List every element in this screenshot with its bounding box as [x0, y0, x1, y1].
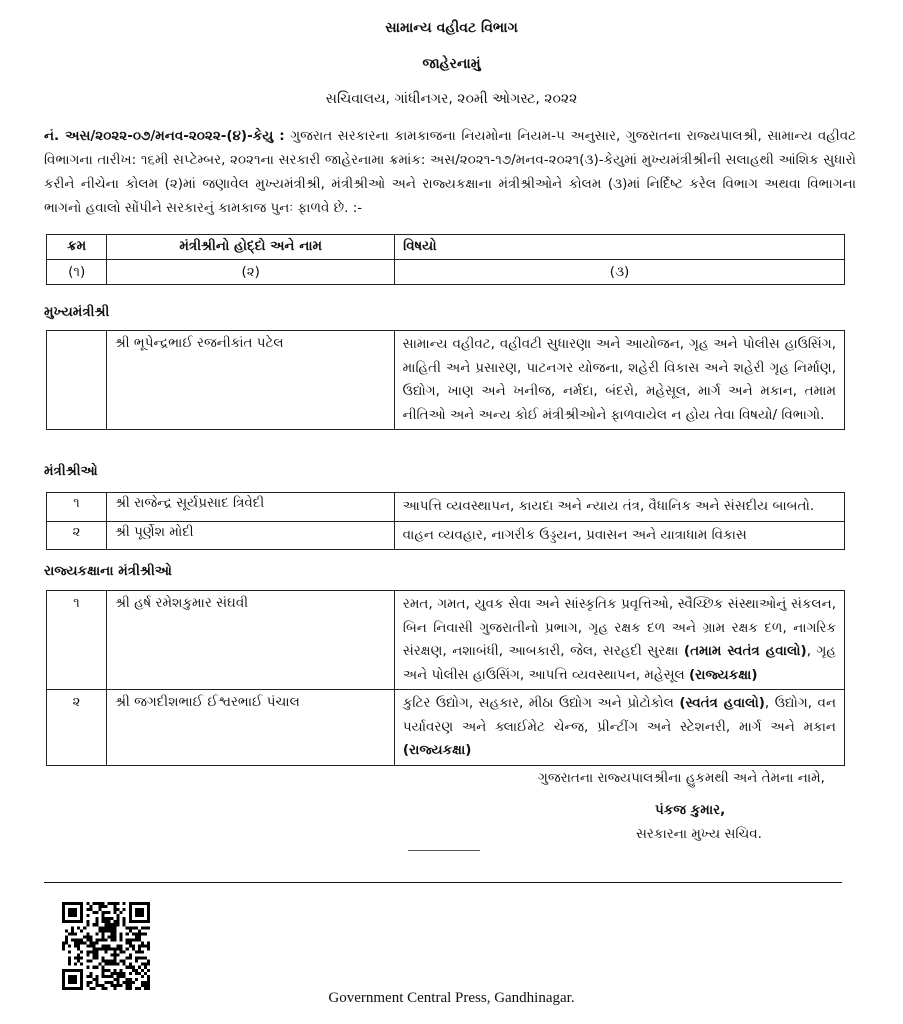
table-row [47, 521, 845, 550]
section-title-ministers: મંત્રીશ્રીઓ [44, 463, 98, 479]
header-table [46, 234, 845, 285]
row-minister-name: શ્રી હર્ષ રમેશકુમાર સંઘવી [106, 591, 394, 690]
intro-paragraph [44, 124, 856, 220]
order-line: ગુજરાતના રાજ્યપાલશ્રીના હુકમથી અને તેમના નામે, [538, 770, 825, 786]
row-subjects [394, 690, 844, 766]
col-index-2: (૨) [107, 259, 395, 284]
ministers-table [46, 492, 845, 550]
department-title: સામાન્ય વહીવટ વિભાગ [385, 20, 518, 36]
cm-table [46, 330, 845, 430]
col-index-1: (૧) [47, 259, 107, 284]
place-date: સચિવાલય, ગાંધીનગર, ૨૦મી ઓગસ્ટ, ૨૦૨૨ [325, 91, 578, 107]
row-serial [47, 331, 107, 430]
subjects-part: , ગૃહ અને પોલીસ હાઉસિંગ, આપત્તિ વ્યવસ્થાપન, મહેસૂલ [402, 643, 836, 683]
table-row [47, 331, 845, 430]
col-subjects-header: વિષયો [395, 235, 845, 260]
signatory-name: પંકજ કુમાર, [655, 802, 726, 818]
col-name-header: મંત્રીશ્રીનો હોદ્દો અને નામ [107, 235, 395, 260]
subjects-bold: (સ્વતંત્ર હવાલો) [679, 695, 765, 711]
row-minister-name: શ્રી પૂર્ણેશ મોદી [106, 521, 394, 550]
row-minister-name: શ્રી ભૂપેન્દ્રભાઈ રજનીકાંત પટેલ [106, 331, 394, 430]
signatory-designation: સરકારના મુખ્ય સચિવ. [636, 826, 762, 842]
subjects-part: , ઉદ્યોગ, વન પર્યાવરણ અને ક્લાઈમેટ ચેન્જ, પ્રીન્ટીંગ અને સ્ટેશનરી, માર્ગ અને મકાન [402, 695, 836, 735]
row-serial: ૨ [47, 690, 107, 766]
section-title-cm: મુખ્યમંત્રીશ્રી [44, 304, 110, 320]
footer-rule [44, 882, 842, 883]
subjects-bold: (રાજ્યકક્ષા) [689, 666, 758, 683]
table-row [47, 690, 845, 766]
reference-number: નં. અસ/૨૦૨૨-૦૭/મનવ-૨૦૨૨-(૪)-કેયુ : [44, 128, 285, 144]
row-serial: ૨ [47, 521, 107, 550]
subjects-bold: (રાજ્યકક્ષા) [402, 742, 472, 758]
notification-title: જાહેરનામું [422, 56, 481, 72]
row-subjects: વાહન વ્યવહાર, નાગરીક ઉડ્ડયન, પ્રવાસન અને યાત્રાધામ વિકાસ [394, 521, 844, 550]
row-minister-name: શ્રી જગદીશભાઈ ઈશ્વરભાઈ પંચાલ [106, 690, 394, 766]
subjects-part: કુટિર ઉદ્યોગ, સહકાર, મીઠા ઉદ્યોગ અને પ્રોટોકોલ [402, 695, 680, 711]
row-serial: ૧ [47, 591, 107, 690]
intro-text: ગુજરાત સરકારના કામકાજના નિયમોના નિયમ-૫ અનુસાર, ગુજરાતના રાજ્યપાલશ્રી, સામાન્ય વહીવટ વિભાગના તારીખ: ૧૬મી સપ્ટેમ્બર, ૨૦૨૧ના સરકારી જાહેરનામા ક્રમાંક: અસ/૨૦૨૧-૧૭/મનવ-૨૦૨૧(૩)-કેયુમાં મુખ્યમંત્રીશ્રીની સલાહથી આંશિક સુધારો કરીને નીચેના કોલમ (૨)માં જણાવેલ મુખ્યમંત્રીશ્રી, મંત્રીશ્રીઓ અને રાજ્યકક્ષાના મંત્રીશ્રીઓને કોલમ (૩)માં નિર્દિષ્ટ કરેલ વિભાગ અથવા વિભાગના ભાગનો હવાલો સોંપીને સરકારનું કામકાજ પુનઃ ફાળવે છે. :- [44, 128, 856, 216]
col-index-3: (૩) [395, 259, 845, 284]
subjects-part: રમત, ગમત, યુવક સેવા અને સાંસ્કૃતિક પ્રવૃત્તિઓ, સ્વૈચ્છિક સંસ્થાઓનું સંકલન, બિન નિવાસી ગુજરાતીનો પ્રભાગ, ગૃહ રક્ષક દળ અને ગ્રામ રક્ષક દળ, નાગરિક સંરક્ષણ, નશાબંધી, આબકારી, જેલ, સરહદી સુરક્ષા [402, 596, 836, 659]
section-title-mos: રાજ્યકક્ષાના મંત્રીશ્રીઓ [44, 563, 172, 579]
table-row [47, 493, 845, 522]
row-minister-name: શ્રી રાજેન્દ્ર સૂર્યપ્રસાદ ત્રિવેદી [106, 493, 394, 522]
row-subjects: આપત્તિ વ્યવસ્થાપન, કાયદા અને ન્યાય તંત્ર, વૈધાનિક અને સંસદીય બાબતો. [394, 493, 844, 522]
qr-code [62, 902, 150, 990]
col-serial-header: ક્રમ [47, 235, 107, 260]
mos-table [46, 590, 845, 766]
press-footer: Government Central Press, Gandhinagar. [328, 990, 575, 1006]
table-row [47, 591, 845, 690]
separator-dash [408, 850, 480, 851]
row-serial: ૧ [47, 493, 107, 522]
subjects-bold: (તમામ સ્વતંત્ર હવાલો) [683, 643, 807, 659]
row-subjects [394, 591, 844, 690]
row-subjects: સામાન્ય વહીવટ, વહીવટી સુધારણા અને આયોજન, ગૃહ અને પોલીસ હાઉસિંગ, માહિતી અને પ્રસારણ, પાટનગર યોજના, શહેરી વિકાસ અને શહેરી ગૃહ નિર્માણ, ઉદ્યોગ, ખાણ અને ખનીજ, નર્મદા, બંદરો, મહેસૂલ, માર્ગ અને મકાન, તમામ નીતિઓ અને અન્ય કોઈ મંત્રીશ્રીઓને ફાળવાયેલ ન હોય તેવા વિષયો/ વિભાગો. [394, 331, 844, 430]
